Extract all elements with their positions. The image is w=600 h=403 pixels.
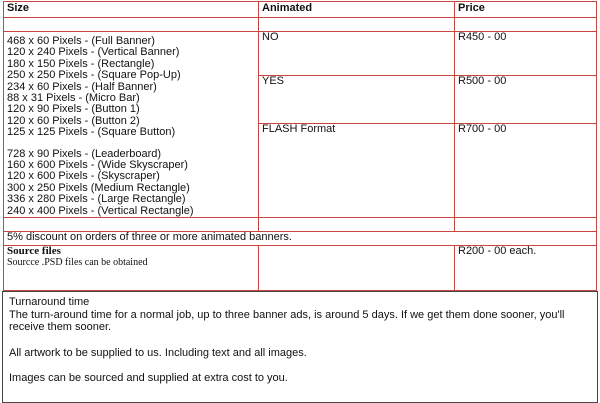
banner-size-item: 88 x 31 Pixels - (Micro Bar) <box>7 92 140 105</box>
turnaround-info-box <box>2 291 598 403</box>
animated-option-flash: FLASH Format <box>259 123 455 218</box>
size-column-header: Size <box>4 2 259 18</box>
banner-size-item: 125 x 125 Pixels - (Square Button) <box>7 126 176 139</box>
images-text: Images can be sourced and supplied at extra cost to you. <box>9 372 288 385</box>
price-option-flash: R700 - 00 <box>455 123 597 218</box>
price-column-header: Price <box>455 2 597 18</box>
banner-size-item: 728 x 90 Pixels - (Leaderboard) <box>7 147 162 160</box>
source-files-title: Source files <box>7 245 61 258</box>
banner-size-item: 120 x 90 Pixels - (Button 1) <box>7 103 140 116</box>
discount-row <box>4 232 597 246</box>
price-option-no: R450 - 00 <box>455 32 597 76</box>
price-option-yes: R500 - 00 <box>455 76 597 123</box>
artwork-text: All artwork to be supplied to us. Including text and all images. <box>9 346 307 359</box>
banner-size-item: 180 x 150 Pixels - (Rectangle) <box>7 57 155 70</box>
source-files-price: R200 - 00 each. <box>455 246 597 291</box>
source-files-description: Sourcce .PSD files can be obtained <box>7 257 148 269</box>
table-row <box>4 32 597 76</box>
animated-option-yes: YES <box>259 76 455 123</box>
banner-size-item: 234 x 60 Pixels - (Half Banner) <box>7 80 157 93</box>
sizes-group-standard <box>7 36 255 139</box>
spacer-row <box>4 218 597 232</box>
turnaround-heading: Turnaround time <box>9 296 90 308</box>
sizes-list-cell <box>4 32 259 218</box>
turnaround-text: The turn-around time for a normal job, up to three banner ads, is around 5 days. If we get them done sooner, you'll receive them sooner. <box>9 308 565 334</box>
pricing-table <box>3 1 597 291</box>
spacer-row <box>4 18 597 32</box>
banner-size-item: 120 x 600 Pixels - (Skyscraper) <box>7 170 160 183</box>
animated-option-no: NO <box>259 32 455 76</box>
banner-size-item: 300 x 250 Pixels (Medium Rectangle) <box>7 181 190 194</box>
sizes-group-large <box>7 149 255 217</box>
banner-size-item: 120 x 240 Pixels - (Vertical Banner) <box>7 46 180 59</box>
banner-size-item: 336 x 280 Pixels - (Large Rectangle) <box>7 193 186 206</box>
banner-size-item: 250 x 250 Pixels - (Square Pop-Up) <box>7 69 181 82</box>
table-header-row <box>4 2 597 18</box>
banner-size-item: 468 x 60 Pixels - (Full Banner) <box>7 35 155 47</box>
discount-note: 5% discount on orders of three or more animated banners. <box>4 232 597 246</box>
banner-size-item: 240 x 400 Pixels - (Vertical Rectangle) <box>7 204 194 217</box>
animated-column-header: Animated <box>259 2 455 18</box>
banner-size-item: 120 x 60 Pixels - (Button 2) <box>7 114 140 127</box>
source-files-row <box>4 246 597 291</box>
source-files-cell <box>4 246 259 291</box>
banner-size-item: 160 x 600 Pixels - (Wide Skyscraper) <box>7 159 188 172</box>
